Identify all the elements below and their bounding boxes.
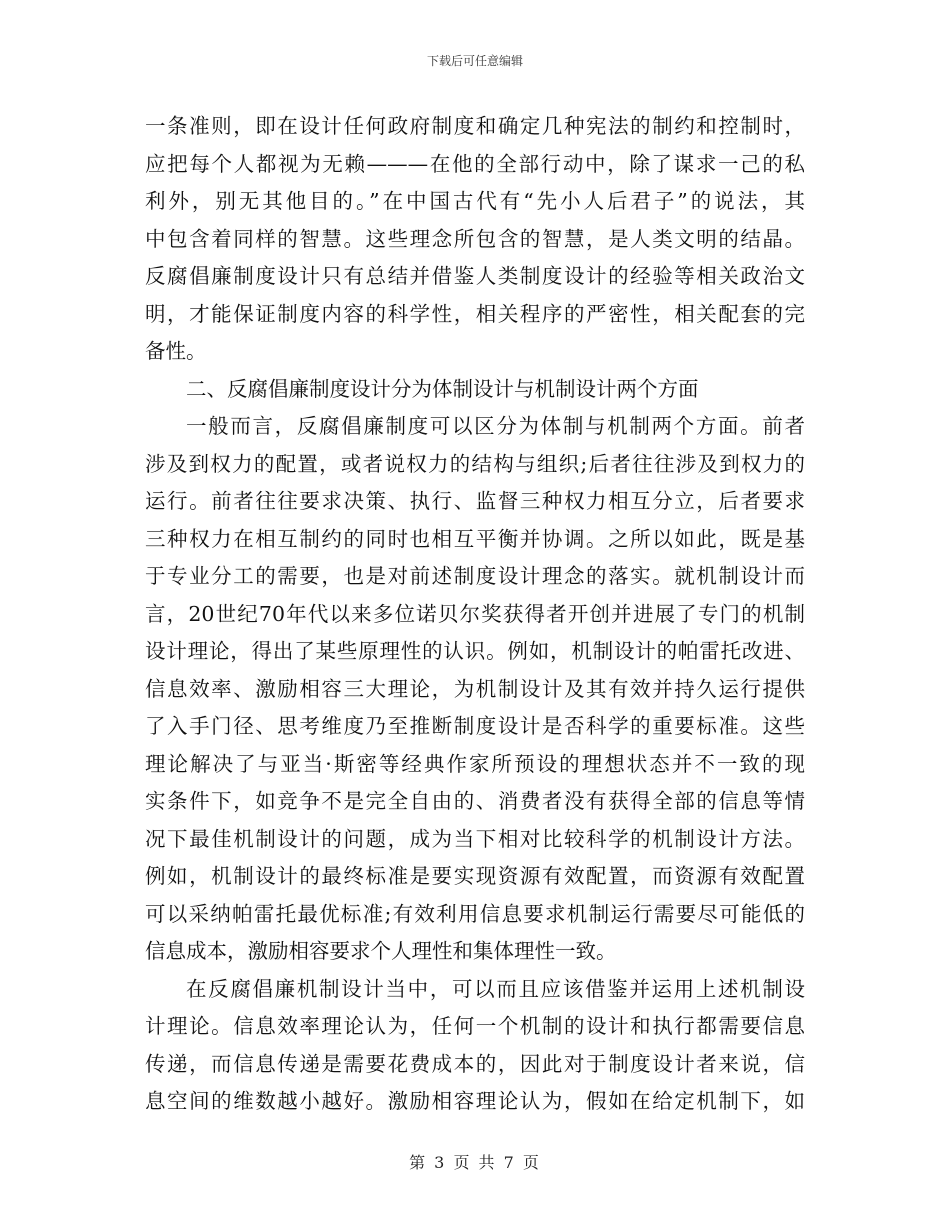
page-header-note: 下载后可任意编辑 — [426, 54, 523, 68]
text-line: 一般而言，反腐倡廉制度可以区分为体制与机制两个方面。前者 — [186, 414, 805, 438]
text-line: 计理论。信息效率理论认为，任何一个机制的设计和执行都需要信息 — [145, 1014, 805, 1038]
text-line: 可以采纳帕雷托最优标准;有效利用信息要求机制运行需要尽可能低的 — [145, 901, 805, 926]
text-line: 况下最佳机制设计的问题，成为当下相对比较科学的机制设计方法。 — [145, 826, 805, 851]
text-line: 言，20世纪70年代以来多位诺贝尔奖获得者开创并进展了专门的机制 — [145, 601, 805, 626]
text-line: 在反腐倡廉机制设计当中，可以而且应该借鉴并运用上述机制设 — [186, 976, 805, 1001]
text-line: 涉及到权力的配置，或者说权力的结构与组织;后者往往涉及到权力的 — [145, 451, 805, 476]
text-line: 设计理论，得出了某些原理性的认识。例如，机制设计的帕雷托改进、 — [145, 639, 805, 663]
paragraph — [145, 971, 805, 1121]
page-number-footer: 第 3 页 共 7 页 — [409, 1153, 541, 1172]
text-line: 传递，而信息传递是需要花费成本的，因此对于制度设计者来说，信 — [145, 1051, 805, 1076]
text-line: 明，才能保证制度内容的科学性，相关程序的严密性，相关配套的完 — [145, 301, 805, 326]
text-line: 于专业分工的需要，也是对前述制度设计理念的落实。就机制设计而 — [145, 564, 805, 588]
text-line: 实条件下，如竞争不是完全自由的、消费者没有获得全部的信息等情 — [145, 789, 805, 813]
text-line: 利外，别无其他目的。”在中国古代有“先小人后君子”的说法，其 — [145, 189, 805, 213]
paragraph — [145, 108, 805, 371]
paragraph — [145, 408, 805, 971]
text-line: 信息效率、激励相容三大理论，为机制设计及其有效并持久运行提供 — [145, 676, 805, 701]
text-line: 例如，机制设计的最终标准是要实现资源有效配置，而资源有效配置 — [145, 864, 805, 888]
text-line: 了入手门径、思考维度乃至推断制度设计是否科学的重要标准。这些 — [145, 714, 805, 738]
text-line: 反腐倡廉制度设计只有总结并借鉴人类制度设计的经验等相关政治文 — [145, 264, 805, 288]
text-line: 三种权力在相互制约的同时也相互平衡并协调。之所以如此，既是基 — [145, 526, 805, 551]
text-line: 理论解决了与亚当·斯密等经典作家所预设的理想状态并不一致的现 — [145, 751, 805, 776]
text-line: 息空间的维数越小越好。激励相容理论认为，假如在给定机制下，如 — [145, 1089, 805, 1113]
text-line: 中包含着同样的智慧。这些理念所包含的智慧，是人类文明的结晶。 — [145, 226, 805, 251]
document-body — [145, 108, 805, 1121]
text-line: 运行。前者往往要求决策、执行、监督三种权力相互分立，后者要求 — [145, 489, 805, 513]
text-line: 应把每个人都视为无赖———在他的全部行动中，除了谋求一己的私 — [145, 151, 805, 176]
section-heading-text: 二、反腐倡廉制度设计分为体制设计与机制设计两个方面 — [186, 376, 699, 401]
text-line: 一条准则，即在设计任何政府制度和确定几种宪法的制约和控制时， — [145, 114, 805, 138]
text-line: 备性。 — [145, 339, 207, 363]
section-heading — [145, 371, 805, 409]
text-line: 信息成本，激励相容要求个人理性和集体理性一致。 — [145, 939, 617, 963]
